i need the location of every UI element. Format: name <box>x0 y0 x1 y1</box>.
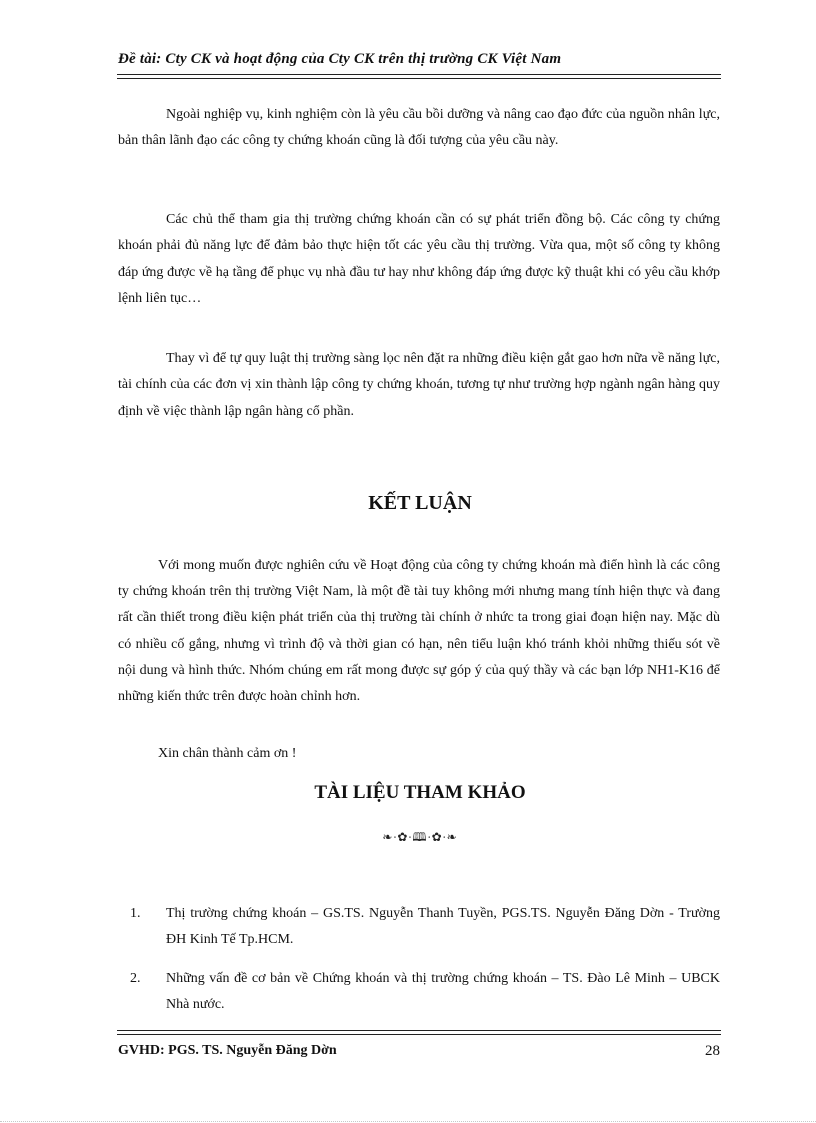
page-number: 28 <box>705 1043 720 1059</box>
reference-text: Thị trường chứng khoán – GS.TS. Nguyễn Thanh Tuyền, PGS.TS. Nguyễn Đăng Dờn - Trường ĐH Kinh Tế Tp.HCM. <box>166 906 720 948</box>
ornament-divider-icon: ❧∙✿∙🕮∙✿∙❧ <box>382 830 458 844</box>
references-list <box>118 901 720 1030</box>
paragraph-text: Ngoài nghiệp vụ, kinh nghiệm còn là yêu cầu bồi dưỡng và nâng cao đạo đức của nguồn nhân lực, bản thân lãnh đạo các công ty chứng khoán cũng là đối tượng của yêu cầu này. <box>118 107 720 149</box>
references-heading: TÀI LIỆU THAM KHẢO <box>314 782 526 803</box>
reference-text: Những vấn đề cơ bản về Chứng khoán và thị trường chứng khoán – TS. Đào Lê Minh – UBCK Nhà nước. <box>166 970 720 1012</box>
reference-number: 2. <box>130 970 141 986</box>
header-divider <box>117 74 721 79</box>
page-edge-divider <box>0 1121 816 1122</box>
list-item <box>118 901 720 954</box>
paragraph-3 <box>118 346 720 425</box>
paragraph-2 <box>118 207 720 312</box>
thanks-line: Xin chân thành cảm ơn ! <box>158 746 297 761</box>
reference-number: 1. <box>130 906 141 921</box>
conclusion-section <box>118 553 720 710</box>
conclusion-heading: KẾT LUẬN <box>368 492 472 514</box>
paragraph-1 <box>118 102 720 155</box>
footer-divider <box>117 1030 721 1035</box>
paragraph-text: Thay vì để tự quy luật thị trường sàng lọc nên đặt ra những điều kiện gắt gao hơn nữa về năng lực, tài chính của các đơn vị xin thành lập công ty chứng khoán, tương tự như trường hợp ngành ngân hàng quy định về việc thành lập ngân hàng cổ phần. <box>118 351 720 419</box>
header-title: Đề tài: Cty CK và hoạt động của Cty CK trên thị trường CK Việt Nam <box>118 51 562 67</box>
list-item <box>118 966 720 1019</box>
paragraph-text: Các chủ thể tham gia thị trường chứng khoán cần có sự phát triển đồng bộ. Các công ty chứng khoán phải đủ năng lực để đảm bảo thực hiện tốt các yêu cầu thị trường. Vừa qua, một số công ty không đáp ứng được về hạ tầng để phục vụ nhà đầu tư hay như không đáp ứng được kỹ thuật khi có yêu cầu khớp lệnh liên tục… <box>118 212 720 306</box>
footer-supervisor: GVHD: PGS. TS. Nguyễn Đăng Dờn <box>118 1043 337 1058</box>
conclusion-text: Với mong muốn được nghiên cứu về Hoạt động của công ty chứng khoán mà điển hình là các công ty chứng khoán trên thị trường Việt Nam, là một đề tài tuy không mới nhưng mang tính hiện thực và đang rất cần thiết trong điều kiện phát triển của thị trường tài chính ở nhức ta trong giai đoạn hiện nay. Mặc dù có nhiều cố gắng, nhưng vì trình độ và thời gian có hạn, nên tiểu luận khó tránh khỏi những thiếu sót về nội dung và hình thức. Nhóm chúng em rất mong được sự góp ý của quý thầy và các bạn lớp NH1-K16 để những kiến thức trên được hoàn chỉnh hơn. <box>118 558 720 705</box>
